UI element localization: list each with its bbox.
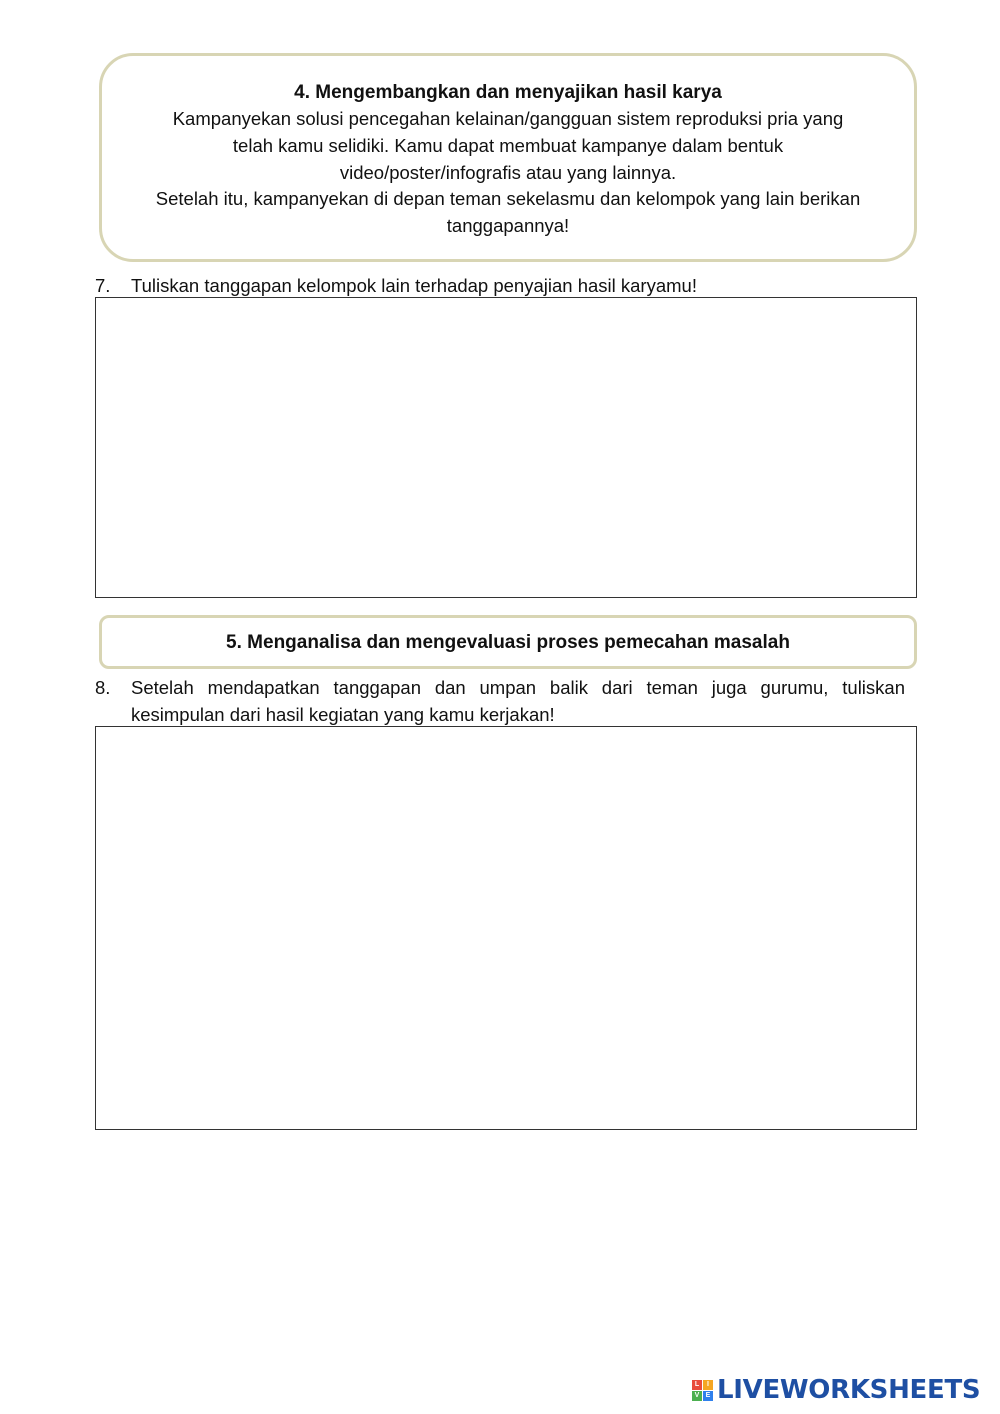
logo-tile: V (692, 1391, 702, 1401)
instruction-line: Setelah itu, kampanyekan di depan teman sekelasmu dan kelompok yang lain berikan (155, 188, 861, 210)
section-5-box (99, 615, 917, 669)
section-4-instructions (118, 106, 898, 240)
instruction-line: Kampanyekan solusi pencegahan kelainan/gangguan sistem reproduksi pria yang (172, 108, 844, 129)
logo-tile: L (692, 1380, 702, 1390)
section-5-title: 5. Menganalisa dan mengevaluasi proses pemecahan masalah (226, 632, 790, 653)
liveworksheets-logo[interactable] (692, 1374, 980, 1406)
section-4-box (99, 53, 917, 262)
question-7-text: Tuliskan tanggapan kelompok lain terhadap penyajian hasil karyamu! (131, 275, 697, 296)
logo-tile: I (703, 1380, 713, 1390)
instruction-line: telah kamu selidiki. Kamu dapat membuat kampanye dalam bentuk (232, 134, 784, 156)
section-4-title: 4. Mengembangkan dan menyajikan hasil karya (294, 82, 722, 103)
question-8-number: 8. (95, 677, 111, 698)
instruction-line: tanggapannya! (446, 215, 570, 237)
question-8 (95, 674, 905, 728)
instruction-line: video/poster/infografis atau yang lainnya. (339, 161, 677, 183)
answer-8-textbox[interactable] (95, 726, 917, 1130)
logo-tiles-icon (692, 1380, 713, 1401)
logo-text: LIVEWORKSHEETS (717, 1375, 981, 1405)
logo-tile: E (703, 1391, 713, 1401)
question-8-text: Setelah mendapatkan tanggapan dan umpan balik dari teman juga gurumu, tuliskan kesimpulan dari hasil kegiatan yang kamu kerjakan! (131, 677, 905, 725)
question-7 (95, 272, 905, 299)
question-7-number: 7. (95, 275, 111, 296)
answer-7-textbox[interactable] (95, 297, 917, 598)
